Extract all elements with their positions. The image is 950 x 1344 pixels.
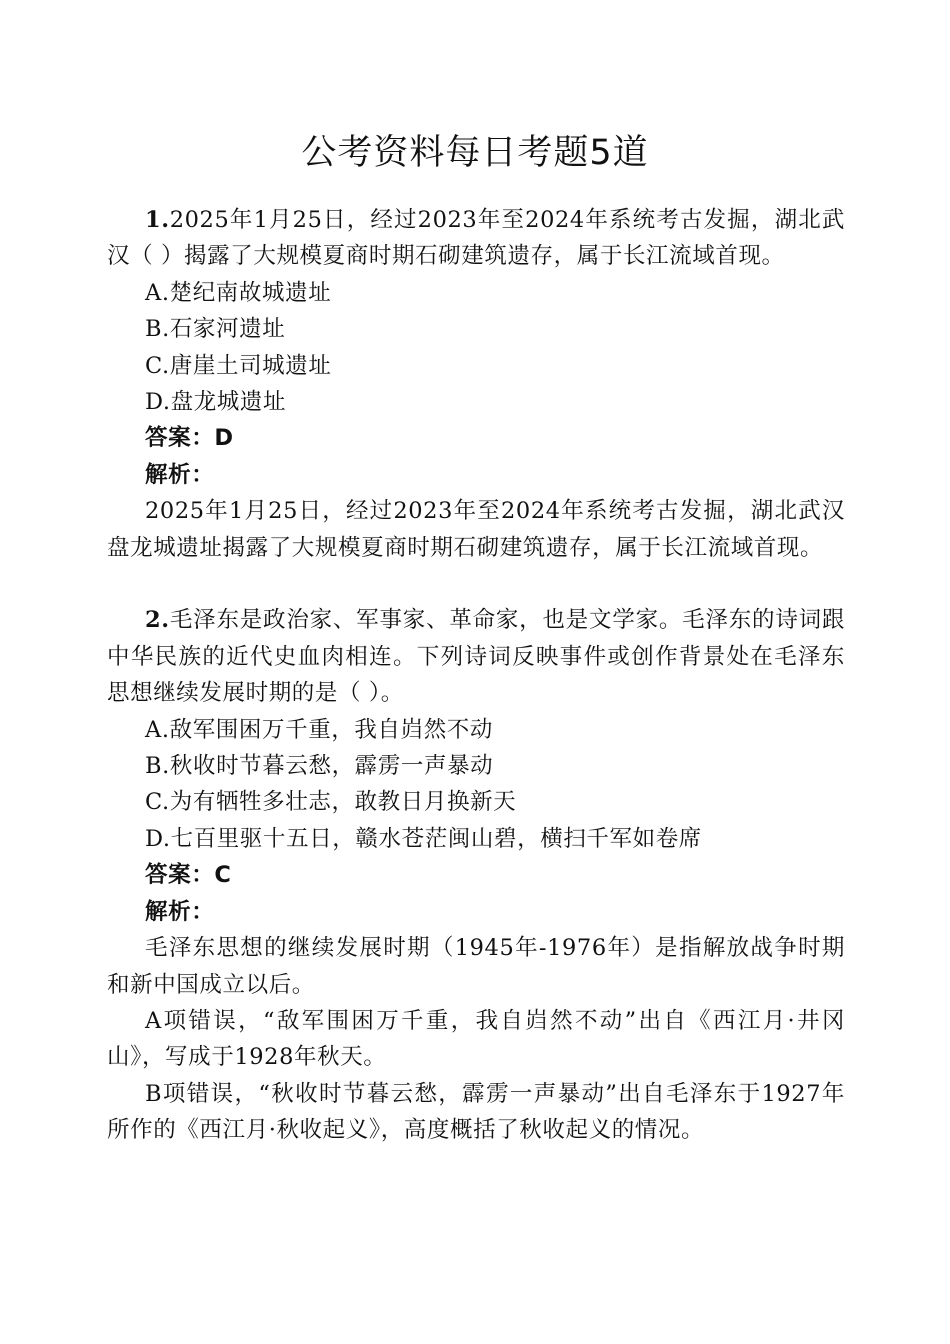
- option-a: A.楚纪南故城遗址: [145, 279, 332, 306]
- question-text: 毛泽东是政治家、军事家、革命家，也是文学家。毛泽东的诗词跟中华民族的近代史血肉相连。下列诗词反映事件或创作背景处在毛泽东思想继续发展时期的是（ ）。: [107, 607, 845, 707]
- option-d: D.盘龙城遗址: [145, 389, 287, 416]
- question-number: 2.: [145, 607, 170, 634]
- question-stem: [107, 602, 845, 711]
- analysis-paragraph: A项错误，“敌军围困万千重，我自岿然不动”出自《西江月·井冈山》，写成于1928年秋天。: [107, 1007, 845, 1071]
- document-body: [107, 202, 845, 1149]
- analysis-paragraph: 毛泽东思想的继续发展时期（1945年-1976年）是指解放战争时期和新中国成立以后。: [107, 935, 845, 998]
- question-number: 1.: [145, 207, 170, 233]
- page-title: 公考资料每日考题5道: [301, 133, 649, 173]
- analysis-label: 解析：: [145, 461, 215, 488]
- answer-value: C: [214, 862, 232, 889]
- question-1: [107, 202, 845, 566]
- analysis-label: 解析：: [145, 898, 215, 925]
- answer-value: D: [214, 425, 234, 452]
- answer-label: 答案：: [145, 862, 215, 889]
- question-stem: [107, 202, 845, 275]
- option-b: B.石家河遗址: [145, 316, 286, 343]
- option-c: C.唐崖土司城遗址: [145, 352, 332, 379]
- answer-line: [107, 857, 845, 893]
- option-a: A.敌军围困万千重，我自岿然不动: [145, 716, 494, 743]
- question-text: 2025年1月25日，经过2023年至2024年系统考古发掘，湖北武汉（ ）揭露了大规模夏商时期石砌建筑遗存，属于长江流域首现。: [107, 207, 845, 270]
- question-spacer: [107, 566, 845, 602]
- option-d: D.七百里驱十五日，赣水苍茫闽山碧，横扫千军如卷席: [145, 825, 702, 852]
- option-c: C.为有牺牲多壮志，敢教日月换新天: [145, 789, 517, 816]
- option-b: B.秋收时节暮云愁，霹雳一声暴动: [145, 753, 494, 780]
- answer-line: [107, 420, 845, 456]
- question-2: [107, 602, 845, 1148]
- analysis-paragraph: B项错误，“秋收时节暮云愁，霹雳一声暴动”出自毛泽东于1927年所作的《西江月·秋收起义》，高度概括了秋收起义的情况。: [107, 1080, 845, 1144]
- analysis-paragraph: 2025年1月25日，经过2023年至2024年系统考古发掘，湖北武汉盘龙城遗址揭露了大规模夏商时期石砌建筑遗存，属于长江流域首现。: [107, 498, 845, 561]
- answer-label: 答案：: [145, 425, 215, 452]
